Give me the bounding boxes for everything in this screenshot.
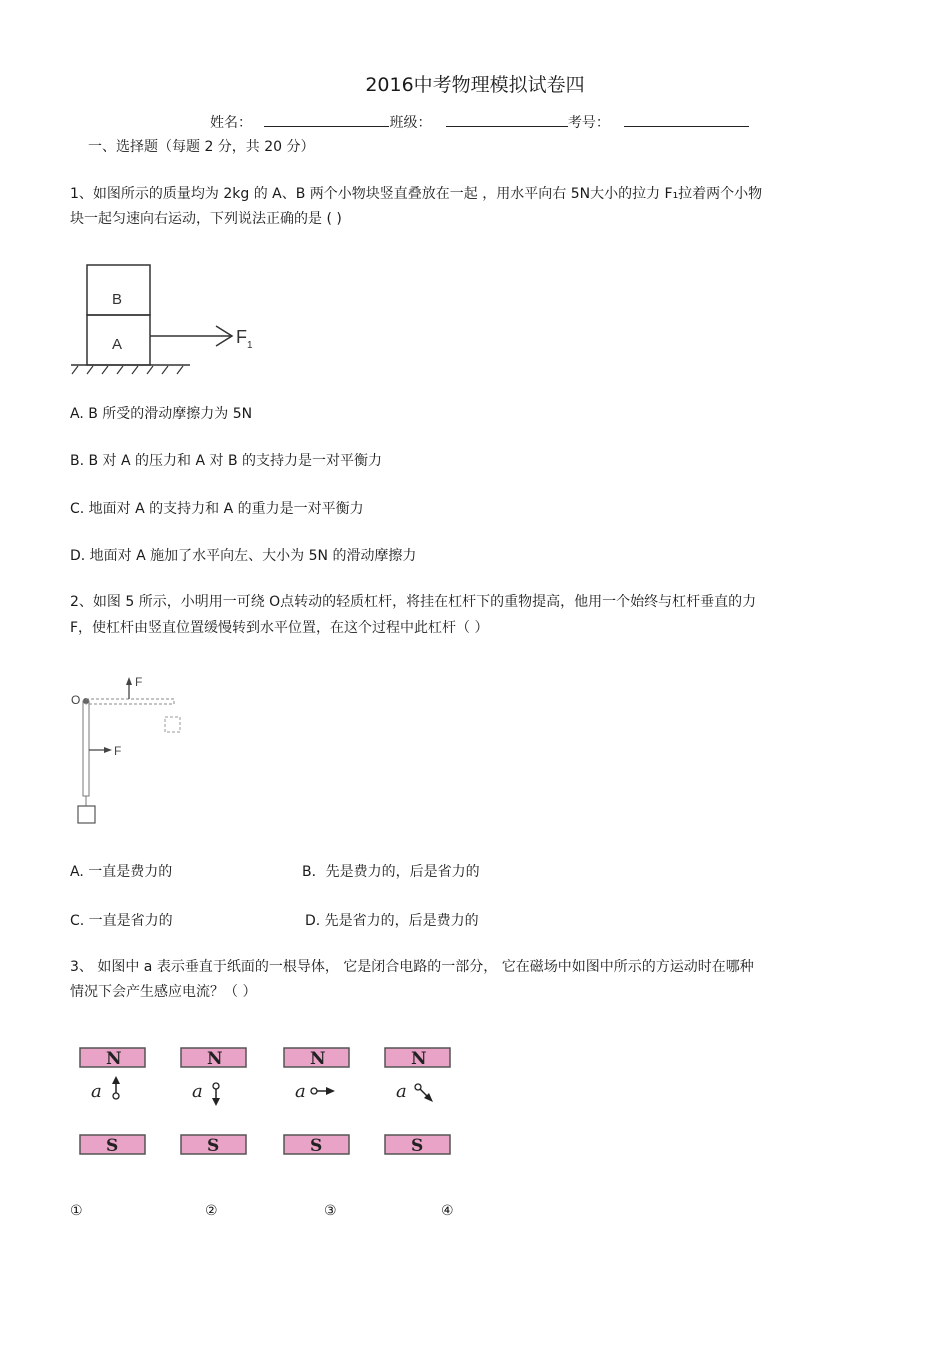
south-label-2: S <box>207 1136 220 1156</box>
q3-magnets-figure <box>70 1040 470 1165</box>
lever-vertical <box>83 701 89 796</box>
q3-choice-label-3: ③ <box>324 1203 337 1219</box>
north-label-3: N <box>310 1049 326 1069</box>
ground-hatching <box>72 366 183 374</box>
class-blank[interactable] <box>446 112 568 127</box>
q3-choice-label-2: ② <box>205 1203 218 1219</box>
conductor-a-label-1: a <box>91 1081 102 1102</box>
conductor-2 <box>213 1083 219 1089</box>
motion-arrowhead-2 <box>212 1098 220 1106</box>
force-up-arrowhead <box>126 677 132 685</box>
class-label: 班级： <box>389 115 432 131</box>
south-label-4: S <box>411 1136 424 1156</box>
q1-option-c: C. 地面对 A 的支持力和 A 的重力是一对平衡力 <box>70 501 364 517</box>
north-label-4: N <box>411 1049 427 1069</box>
q1-text-line2: 块一起匀速向右运动，下列说法正确的是 ( ) <box>70 211 342 227</box>
magnet-panel-1 <box>80 1048 145 1156</box>
q1-text-line1: 1、如图所示的质量均为 2kg 的 A、B 两个小物块竖直叠放在一起 ，用水平向右 5N大小的拉力 F₁拉着两个小物 <box>70 186 763 202</box>
conductor-a-label-2: a <box>192 1081 203 1102</box>
name-label: 姓名： <box>210 115 252 131</box>
lever-horizontal-dashed <box>86 699 174 704</box>
weight-block <box>78 806 95 823</box>
magnet-panel-2 <box>181 1048 246 1156</box>
q1-option-b: B. B 对 A 的压力和 A 对 B 的支持力是一对平衡力 <box>70 453 383 469</box>
force-f1-label: F <box>236 327 247 347</box>
south-label-3: S <box>310 1136 323 1156</box>
q2-lever-figure <box>68 668 193 830</box>
q2-text-line1: 2、如图 5 所示，小明用一可绕 O点转动的轻质杠杆，将挂在杠杆下的重物提高，他用一个始终与杠杆垂直的力 <box>70 594 757 610</box>
north-label-1: N <box>106 1049 122 1069</box>
q2-text-line2: F，使杠杆由竖直位置缓慢转到水平位置，在这个过程中此杠杆（ ） <box>70 620 489 636</box>
q2-option-c: C. 一直是省力的 <box>70 913 173 929</box>
page-title: 2016中考物理模拟试卷四 <box>365 74 585 96</box>
section-heading: 一、选择题（每题 2 分，共 20 分） <box>88 139 315 155</box>
block-b-label: B <box>112 291 123 308</box>
exam-no-blank[interactable] <box>624 112 749 127</box>
name-blank[interactable] <box>264 112 389 127</box>
motion-arrowhead-1 <box>112 1076 120 1084</box>
force-right-label: F <box>114 744 122 758</box>
q2-option-d: D. 先是省力的，后是费力的 <box>305 913 479 929</box>
exam-no-label: 考号： <box>567 115 610 131</box>
conductor-1 <box>113 1093 119 1099</box>
conductor-a-label-4: a <box>396 1081 407 1102</box>
q3-text-line1: 3、 如图中 a 表示垂直于纸面的一根导体， 它是闭合电路的一部分， 它在磁场中如图中所示的方运动时在哪种 <box>70 959 754 975</box>
conductor-a-label-3: a <box>295 1081 306 1102</box>
q3-choice-label-4: ④ <box>441 1203 454 1219</box>
block-a-label: A <box>112 336 123 353</box>
force-up-label: F <box>135 675 143 689</box>
q2-option-a: A. 一直是费力的 <box>70 864 173 880</box>
south-label-1: S <box>106 1136 119 1156</box>
force-right-arrowhead <box>104 747 112 753</box>
force-f1-subscript: 1 <box>247 340 253 351</box>
student-info-line <box>210 112 749 132</box>
motion-arrowhead-3 <box>326 1087 335 1095</box>
q3-choice-label-1: ① <box>70 1203 83 1219</box>
north-label-2: N <box>207 1049 223 1069</box>
magnet-panel-3 <box>284 1048 349 1156</box>
q1-option-d: D. 地面对 A 施加了水平向左、大小为 5N 的滑动摩擦力 <box>70 548 417 564</box>
pivot-o-label: O <box>71 693 81 707</box>
magnet-panel-4 <box>385 1048 450 1156</box>
q3-text-line2: 情况下会产生感应电流？（ ） <box>70 984 257 1000</box>
conductor-3 <box>311 1088 317 1094</box>
q2-option-b: B．先是费力的，后是省力的 <box>302 864 480 880</box>
weight-dashed <box>165 717 180 732</box>
q1-blocks-figure <box>66 258 266 376</box>
q1-option-a: A. B 所受的滑动摩擦力为 5N <box>70 406 253 422</box>
